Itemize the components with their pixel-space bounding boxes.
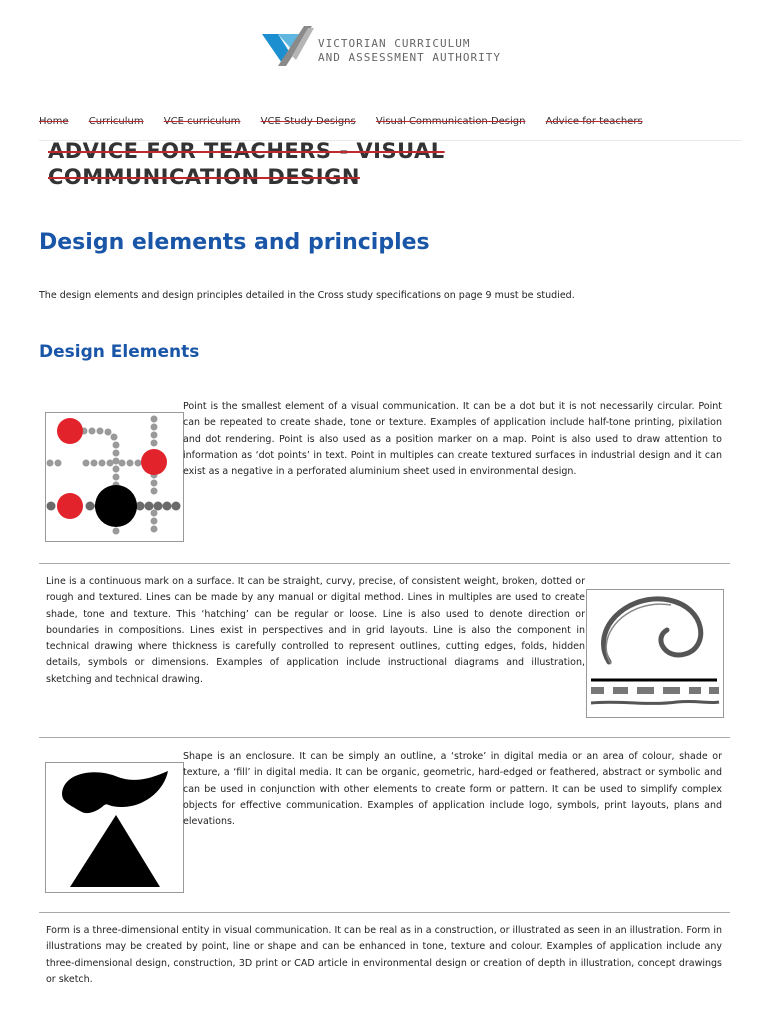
point-illustration xyxy=(45,412,184,542)
breadcrumb-advice-for-teachers[interactable]: Advice for teachers xyxy=(545,116,643,127)
section-divider xyxy=(39,563,730,564)
section-divider xyxy=(39,737,730,738)
point-description: Point is the smallest element of a visual communication. It can be a dot but it is not necessarily circular. Point can be repeated to create shade, tone or texture. Examples of application include half-tone printing, pixilation and dot rendering. Point is also used as a position marker on a map. Point is also used to draw attention to information as ‘dot points’ in text. Point in multiples can create textured surfaces in industrial design and it can exist as a negative in a perforated aluminium sheet used in environmental design. xyxy=(183,401,722,478)
shape-description: Shape is an enclosure. It can be simply an outline, a ‘stroke’ in digital media or an area of colour, shade or texture, a ‘fill’ in digital media. It can be organic, geometric, hard-edged or feathered, abstract or symbolic and can be used in conjunction with other elements to create form or pattern. It can be used to simplify complex objects for effective communication. Examples of application include logo, symbols, print layouts, plans and elevations. xyxy=(183,751,722,828)
breadcrumb-curriculum[interactable]: Curriculum xyxy=(88,116,144,127)
design-elements-heading: Design Elements xyxy=(39,342,200,362)
breadcrumb xyxy=(39,116,739,127)
section-heading: Design elements and principles xyxy=(39,230,430,255)
breadcrumb-vce-study-designs[interactable]: VCE Study Designs xyxy=(260,116,356,127)
page-title-line-2: COMMUNICATION DESIGN xyxy=(48,165,360,189)
logo-line-1: VICTORIAN CURRICULUM xyxy=(318,37,471,50)
page-title xyxy=(48,138,445,190)
form-description: Form is a three-dimensional entity in visual communication. It can be real as in a construction, or illustrated as seen in an illustration. Form in illustrations may be created by point, line or shape and can be enhanced in tone, texture and colour. Examples of application include any three-dimensional design, construction, 3D print or CAD article in environmental design or creation of depth in illustration, concept drawings or sketch. xyxy=(46,925,722,985)
breadcrumb-home[interactable]: Home xyxy=(39,116,69,127)
breadcrumb-visual-communication-design[interactable]: Visual Communication Design xyxy=(375,116,526,127)
vcaa-logo[interactable] xyxy=(262,26,522,68)
intro-text: The design elements and design principles detailed in the Cross study specifications on page 9 must be studied. xyxy=(39,290,575,301)
breadcrumb-vce-curriculum[interactable]: VCE curriculum xyxy=(163,116,241,127)
vcaa-logo-mark-icon xyxy=(262,26,314,68)
logo-line-2: AND ASSESSMENT AUTHORITY xyxy=(318,51,501,64)
shape-illustration xyxy=(45,762,184,893)
line-illustration xyxy=(586,589,724,718)
page-title-line-1: ADVICE FOR TEACHERS - VISUAL xyxy=(48,139,445,163)
section-divider xyxy=(39,912,730,913)
line-description: Line is a continuous mark on a surface. It can be straight, curvy, precise, of consistent weight, broken, dotted or rough and textured. Lines can be made by any manual or digital method. Lines in multiples are used to create shade, tone and texture. This ‘hatching’ can be regular or loose. Line is also used to denote direction or boundaries in compositions. Lines exist in perspectives and in grid layouts. Line is also the component in technical drawing where thickness is carefully controlled to represent outlines, cutting edges, folds, hidden details, symbols or dimensions. Examples of application include instructional diagrams and illustration, sketching and technical drawing. xyxy=(46,576,585,685)
